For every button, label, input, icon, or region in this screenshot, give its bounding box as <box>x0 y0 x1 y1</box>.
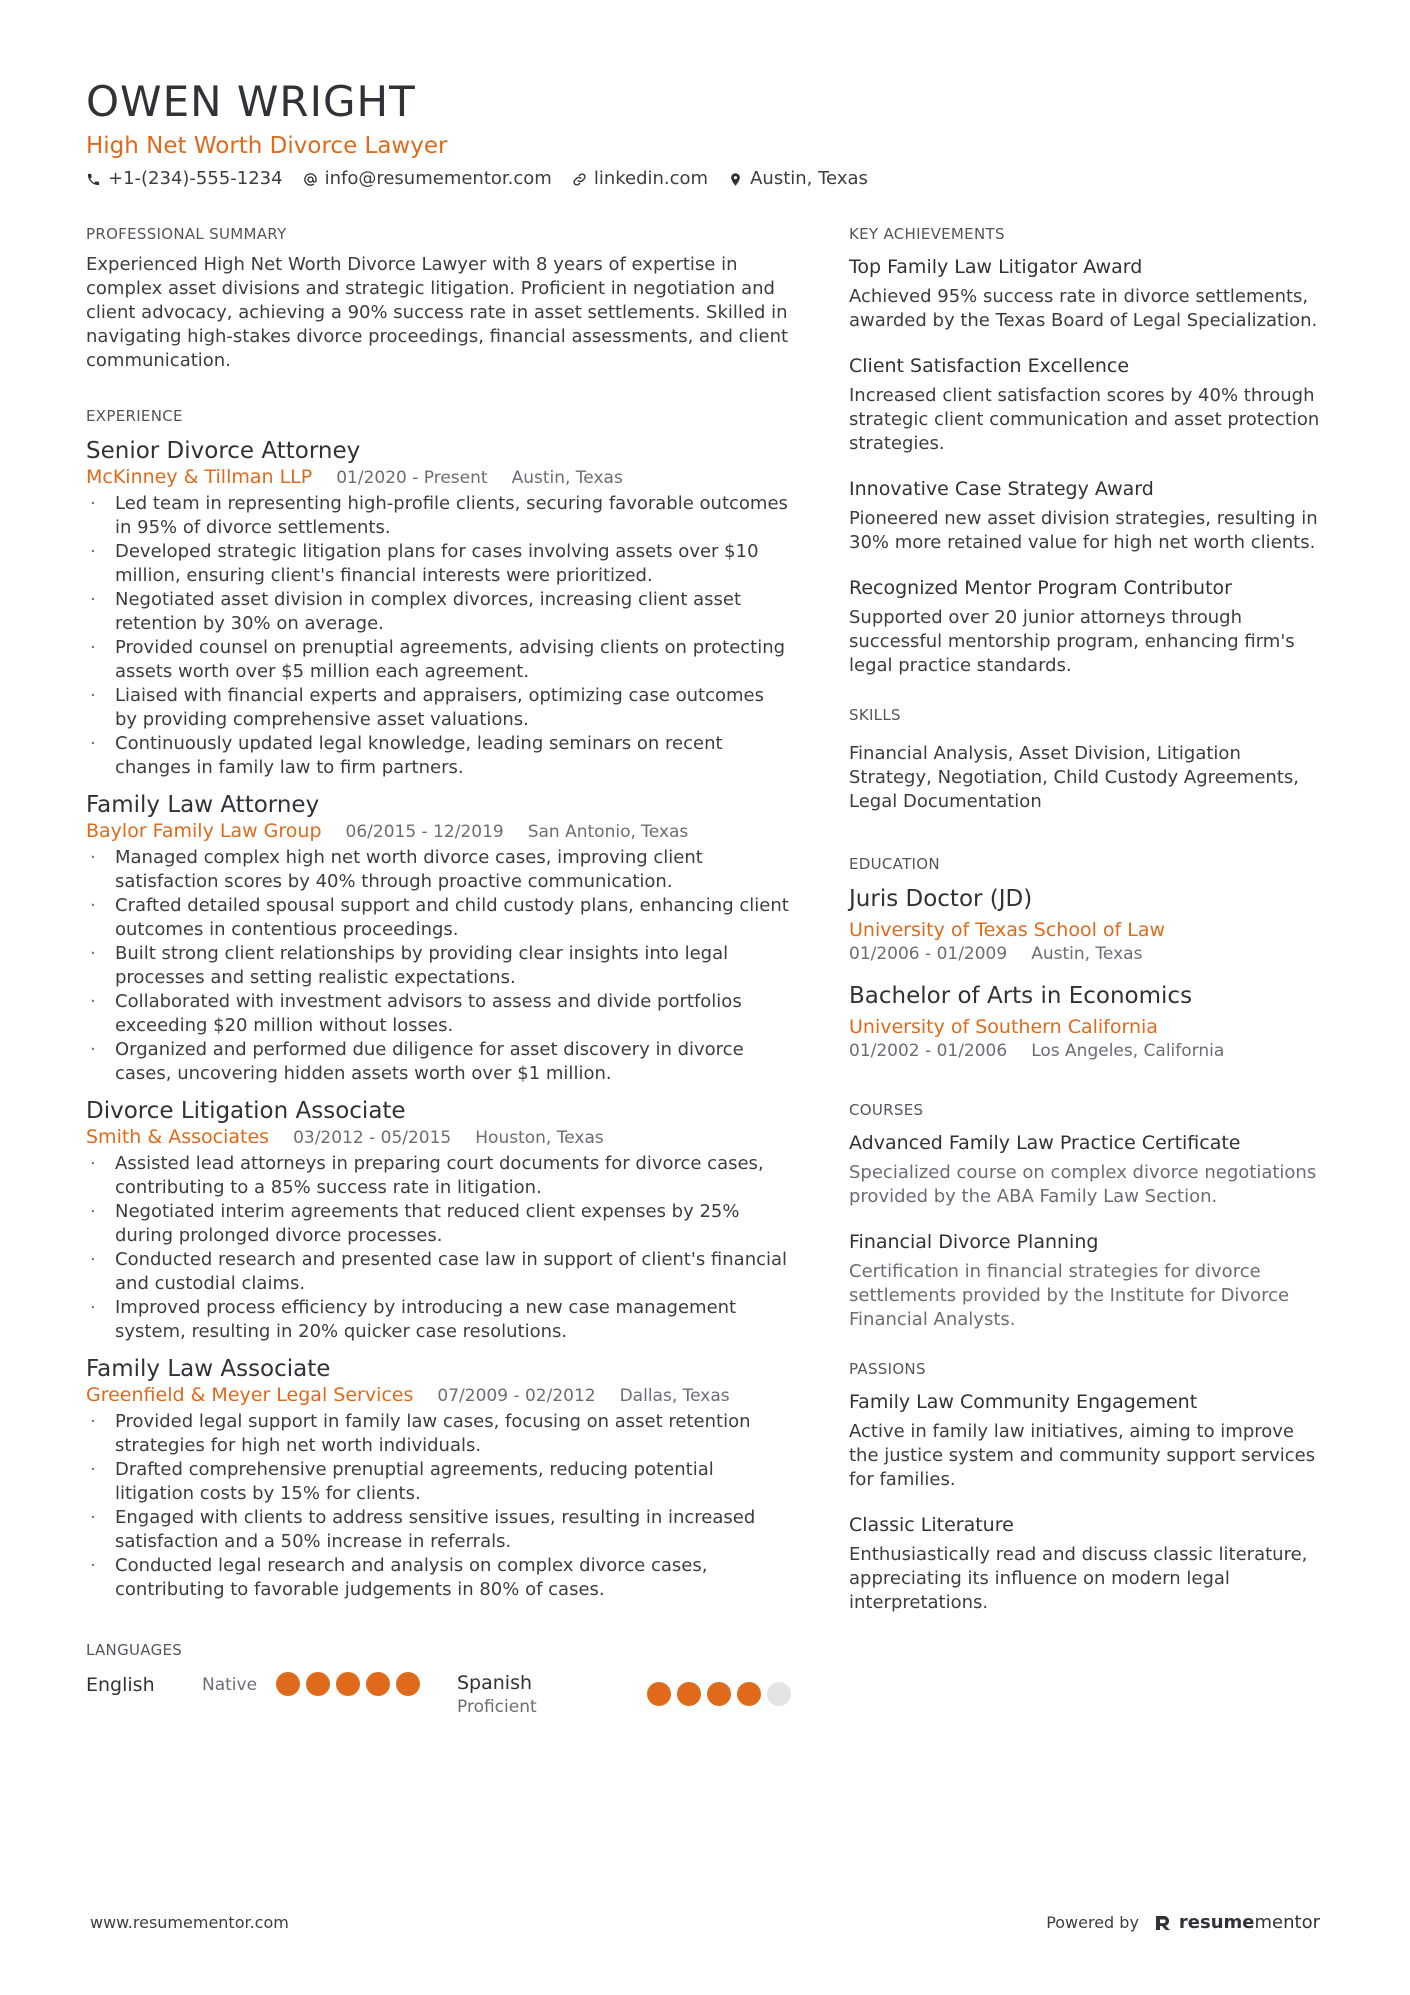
job-title: Senior Divorce Attorney <box>86 438 361 464</box>
course-title: Advanced Family Law Practice Certificate <box>849 1132 1241 1154</box>
job-location: San Antonio, Texas <box>527 822 689 842</box>
job-bullet: · Engaged with clients to address sensitive issues, resulting in increased satisfaction and a 50% increase in referrals. <box>86 1506 791 1554</box>
job-bullet: · Improved process efficiency by introducing a new case management system, resulting in 20% quicker case resolutions. <box>86 1296 791 1344</box>
rating-dot-filled <box>647 1682 671 1706</box>
job-bullet: · Continuously updated legal knowledge, leading seminars on recent changes in family law to firm partners. <box>86 732 791 780</box>
education-item <box>849 981 1324 1062</box>
education-item <box>849 884 1324 965</box>
job-bullet: · Collaborated with investment advisors to assess and divide portfolios exceeding $20 million without losses. <box>86 990 791 1038</box>
job-meta <box>86 1126 791 1149</box>
job-title: Family Law Attorney <box>86 792 320 818</box>
rating-dot-filled <box>336 1672 360 1696</box>
job-bullets <box>86 846 791 1086</box>
job-dates: 03/2012 - 05/2015 <box>293 1128 452 1148</box>
passion-desc: Active in family law initiatives, aiming to improve the justice system and community support services for families. <box>849 1421 1316 1490</box>
contact-row <box>86 166 1324 192</box>
job-bullet: · Organized and performed due diligence for asset discovery in divorce cases, uncovering hidden assets worth over $1 million. <box>86 1038 791 1086</box>
achievement-desc: Supported over 20 junior attorneys through successful mentorship program, enhancing firm's legal practice standards. <box>849 607 1295 676</box>
job-company: Smith & Associates <box>86 1126 270 1148</box>
location-pin-icon <box>728 172 743 187</box>
rating-dot-filled <box>396 1672 420 1696</box>
education-meta <box>849 943 1324 965</box>
passions-heading: PASSIONS <box>849 1360 926 1378</box>
passion-item <box>849 1512 1324 1615</box>
languages-section <box>86 1640 791 1718</box>
resumementor-logo-icon <box>1153 1913 1173 1933</box>
language-item <box>86 1670 420 1698</box>
job-company: McKinney & Tillman LLP <box>86 466 313 488</box>
languages-list <box>86 1670 791 1718</box>
rating-dot-filled <box>737 1682 761 1706</box>
education-meta <box>849 1040 1324 1062</box>
achievement-desc: Pioneered new asset division strategies, resulting in 30% more retained value for high net worth clients. <box>849 508 1318 553</box>
skills-section <box>849 705 1324 814</box>
courses-heading: COURSES <box>849 1101 924 1119</box>
email-text: info@resumementor.com <box>324 168 552 189</box>
job-location: Houston, Texas <box>475 1128 604 1148</box>
education-school: University of Southern California <box>849 1016 1158 1038</box>
job-entry <box>86 1354 791 1602</box>
job-bullet: · Provided legal support in family law cases, focusing on asset retention strategies for high net worth individuals. <box>86 1410 791 1458</box>
courses-list <box>849 1130 1324 1332</box>
job-entry <box>86 1096 791 1344</box>
language-name: English <box>86 1674 155 1696</box>
linkedin-text: linkedin.com <box>593 168 709 189</box>
job-bullet: · Drafted comprehensive prenuptial agreements, reducing potential litigation costs by 15% for clients. <box>86 1458 791 1506</box>
resume-columns <box>86 224 1324 1718</box>
education-section <box>849 854 1324 1062</box>
left-column <box>86 224 791 1718</box>
job-bullets <box>86 492 791 780</box>
location-text: Austin, Texas <box>750 168 868 189</box>
at-icon <box>303 172 318 187</box>
language-rating <box>276 1672 420 1696</box>
candidate-name: OWEN WRIGHT <box>86 77 416 126</box>
powered-by-label: Powered by <box>1046 1913 1139 1932</box>
achievement-item <box>849 476 1324 555</box>
languages-heading: LANGUAGES <box>86 1641 183 1659</box>
education-degree: Bachelor of Arts in Economics <box>849 983 1193 1009</box>
achievement-item <box>849 254 1324 333</box>
phone-icon <box>86 172 101 187</box>
rating-dot-filled <box>707 1682 731 1706</box>
rating-dot-filled <box>306 1672 330 1696</box>
candidate-title: High Net Worth Divorce Lawyer <box>86 133 448 159</box>
achievement-desc: Achieved 95% success rate in divorce settlements, awarded by the Texas Board of Legal Specialization. <box>849 286 1318 331</box>
job-bullet: · Negotiated asset division in complex divorces, increasing client asset retention by 30% on average. <box>86 588 791 636</box>
job-company: Greenfield & Meyer Legal Services <box>86 1384 414 1406</box>
job-dates: 01/2020 - Present <box>336 468 488 488</box>
job-bullet: · Assisted lead attorneys in preparing court documents for divorce cases, contributing to a 85% success rate in litigation. <box>86 1152 791 1200</box>
passion-item <box>849 1389 1324 1492</box>
achievements-heading: KEY ACHIEVEMENTS <box>849 225 1005 243</box>
passion-desc: Enthusiastically read and discuss classic literature, appreciating its influence on modern legal interpretations. <box>849 1544 1308 1613</box>
course-item <box>849 1130 1324 1209</box>
resume-header <box>86 75 1324 192</box>
experience-heading: EXPERIENCE <box>86 407 183 425</box>
courses-section <box>849 1100 1324 1332</box>
job-meta <box>86 1384 791 1407</box>
right-column <box>849 224 1324 1718</box>
language-item <box>457 1670 791 1718</box>
job-meta <box>86 820 791 843</box>
course-desc: Certification in financial strategies for divorce settlements provided by the Institute for Divorce Financial Analysts. <box>849 1261 1290 1330</box>
job-bullet: · Built strong client relationships by providing clear insights into legal processes and setting realistic expectations. <box>86 942 791 990</box>
achievement-desc: Increased client satisfaction scores by 40% through strategic client communication and asset protection strategies. <box>849 385 1320 454</box>
achievement-item <box>849 353 1324 456</box>
job-bullet: · Crafted detailed spousal support and child custody plans, enhancing client outcomes in contentious proceedings. <box>86 894 791 942</box>
course-item <box>849 1229 1324 1332</box>
phone-text: +1-(234)-555-1234 <box>108 168 283 189</box>
rating-dot-filled <box>366 1672 390 1696</box>
education-degree: Juris Doctor (JD) <box>849 886 1033 912</box>
education-heading: EDUCATION <box>849 855 940 873</box>
footer-website-link[interactable]: www.resumementor.com <box>90 1913 289 1932</box>
passion-title: Classic Literature <box>849 1514 1014 1536</box>
achievements-list <box>849 254 1324 678</box>
language-level: Proficient <box>457 1697 537 1717</box>
contact-linkedin[interactable] <box>572 166 708 192</box>
summary-heading: PROFESSIONAL SUMMARY <box>86 225 287 243</box>
job-meta <box>86 466 791 489</box>
job-bullet: · Liaised with financial experts and appraisers, optimizing case outcomes by providing comprehensive asset valuations. <box>86 684 791 732</box>
language-level: Native <box>202 1675 258 1695</box>
job-bullets <box>86 1152 791 1344</box>
job-bullet: · Provided counsel on prenuptial agreements, advising clients on protecting assets worth over $5 million each agreement. <box>86 636 791 684</box>
link-icon <box>572 172 587 187</box>
achievements-section <box>849 224 1324 678</box>
experience-section <box>86 406 791 1602</box>
course-desc: Specialized course on complex divorce negotiations provided by the ABA Family Law Section. <box>849 1162 1317 1207</box>
education-dates: 01/2002 - 01/2006 <box>849 1041 1008 1061</box>
achievement-title: Innovative Case Strategy Award <box>849 478 1154 500</box>
passions-section <box>849 1359 1324 1615</box>
education-location: Austin, Texas <box>1031 944 1143 964</box>
achievement-item <box>849 575 1324 678</box>
rating-dot-filled <box>276 1672 300 1696</box>
job-location: Dallas, Texas <box>619 1386 730 1406</box>
skills-text: Financial Analysis, Asset Division, Litigation Strategy, Negotiation, Child Custody Agreements, Legal Documentation <box>849 743 1299 812</box>
brand-name-rest: mentor <box>1254 1912 1320 1933</box>
education-school: University of Texas School of Law <box>849 919 1166 941</box>
contact-email[interactable] <box>303 166 552 192</box>
skills-heading: SKILLS <box>849 706 901 724</box>
language-name: Spanish <box>457 1672 533 1694</box>
summary-text: Experienced High Net Worth Divorce Lawyer with 8 years of expertise in complex asset divisions and strategic litigation. Proficient in negotiation and client advocacy, achieving a 90% success rate in asset settlements. Skilled in navigating high-stakes divorce proceedings, financial assessments, and client communication. <box>86 254 789 371</box>
achievement-title: Recognized Mentor Program Contributor <box>849 577 1232 599</box>
job-title: Family Law Associate <box>86 1356 331 1382</box>
job-entry <box>86 436 791 780</box>
job-company: Baylor Family Law Group <box>86 820 322 842</box>
job-title: Divorce Litigation Associate <box>86 1098 406 1124</box>
education-dates: 01/2006 - 01/2009 <box>849 944 1008 964</box>
rating-dot-filled <box>677 1682 701 1706</box>
education-location: Los Angeles, California <box>1031 1041 1225 1061</box>
powered-by <box>1046 1912 1320 1933</box>
job-bullet: · Developed strategic litigation plans for cases involving assets over $10 million, ensuring client's financial interests were prioritized. <box>86 540 791 588</box>
course-title: Financial Divorce Planning <box>849 1231 1099 1253</box>
job-entry <box>86 790 791 1086</box>
job-location: Austin, Texas <box>511 468 623 488</box>
job-bullet: · Conducted research and presented case law in support of client's financial and custodial claims. <box>86 1248 791 1296</box>
brand-name-bold: resume <box>1178 1912 1255 1933</box>
passion-title: Family Law Community Engagement <box>849 1391 1198 1413</box>
achievement-title: Top Family Law Litigator Award <box>849 256 1143 278</box>
job-bullet: · Led team in representing high-profile clients, securing favorable outcomes in 95% of divorce settlements. <box>86 492 791 540</box>
brand-logo[interactable] <box>1153 1912 1320 1933</box>
contact-phone[interactable] <box>86 166 283 192</box>
passions-list <box>849 1389 1324 1615</box>
job-dates: 06/2015 - 12/2019 <box>345 822 504 842</box>
achievement-title: Client Satisfaction Excellence <box>849 355 1130 377</box>
rating-dot-empty <box>767 1682 791 1706</box>
page-footer <box>90 1912 1320 1933</box>
job-bullet: · Conducted legal research and analysis on complex divorce cases, contributing to favorable judgements in 80% of cases. <box>86 1554 791 1602</box>
job-bullet: · Managed complex high net worth divorce cases, improving client satisfaction scores by 40% through proactive communication. <box>86 846 791 894</box>
language-label-group <box>457 1670 647 1718</box>
job-dates: 07/2009 - 02/2012 <box>437 1386 596 1406</box>
brand-name <box>1179 1912 1320 1933</box>
job-bullet: · Negotiated interim agreements that reduced client expenses by 25% during prolonged divorce processes. <box>86 1200 791 1248</box>
summary-section <box>86 224 791 373</box>
job-bullets <box>86 1410 791 1602</box>
language-rating <box>647 1682 791 1706</box>
contact-location <box>728 166 868 192</box>
